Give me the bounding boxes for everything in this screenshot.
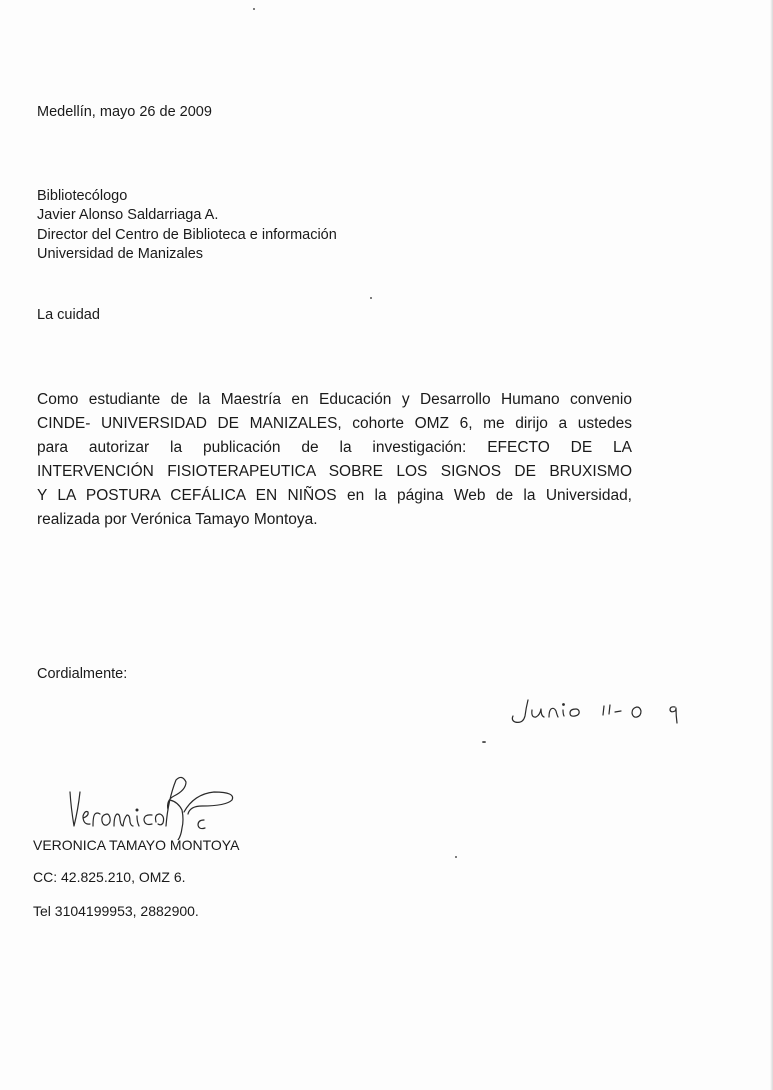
date-line: Medellín, mayo 26 de 2009 [37, 104, 212, 120]
signer-telephone: Tel 3104199953, 2882900. [33, 903, 199, 919]
scan-speck [370, 297, 372, 299]
handwritten-signature [64, 770, 244, 840]
signer-name: VERONICA TAMAYO MONTOYA [33, 837, 240, 853]
recipient-name: Javier Alonso Saldarriaga A. [37, 207, 219, 224]
closing-line: Cordialmente: [37, 666, 128, 682]
body-line: INTERVENCIÓN FISIOTERAPEUTICA SOBRE LOS SIGNOS DE BRUXISMO [37, 463, 632, 480]
city-line: La cuidad [37, 307, 100, 323]
scan-speck [455, 856, 457, 858]
body-line: Y LA POSTURA CEFÁLICA EN NIÑOS en la página Web de la Universidad, [37, 487, 632, 504]
body-paragraph [37, 388, 632, 532]
handwritten-date [506, 694, 691, 730]
scan-speck [253, 8, 255, 10]
body-line: realizada por Verónica Tamayo Montoya. [37, 511, 318, 528]
recipient-title: Bibliotecólogo [37, 188, 128, 204]
body-line: para autorizar la publicación de la investigación: EFECTO DE LA [37, 439, 632, 456]
recipient-block [37, 187, 337, 264]
body-line: Como estudiante de la Maestría en Educación y Desarrollo Humano convenio [37, 391, 632, 408]
recipient-position: Director del Centro de Biblioteca e información [37, 226, 337, 243]
scan-speck [482, 741, 486, 743]
signer-id: CC: 42.825.210, OMZ 6. [33, 869, 186, 885]
recipient-institution: Universidad de Manizales [37, 245, 204, 262]
body-line: CINDE- UNIVERSIDAD DE MANIZALES, cohorte OMZ 6, me dirijo a ustedes [37, 415, 632, 432]
